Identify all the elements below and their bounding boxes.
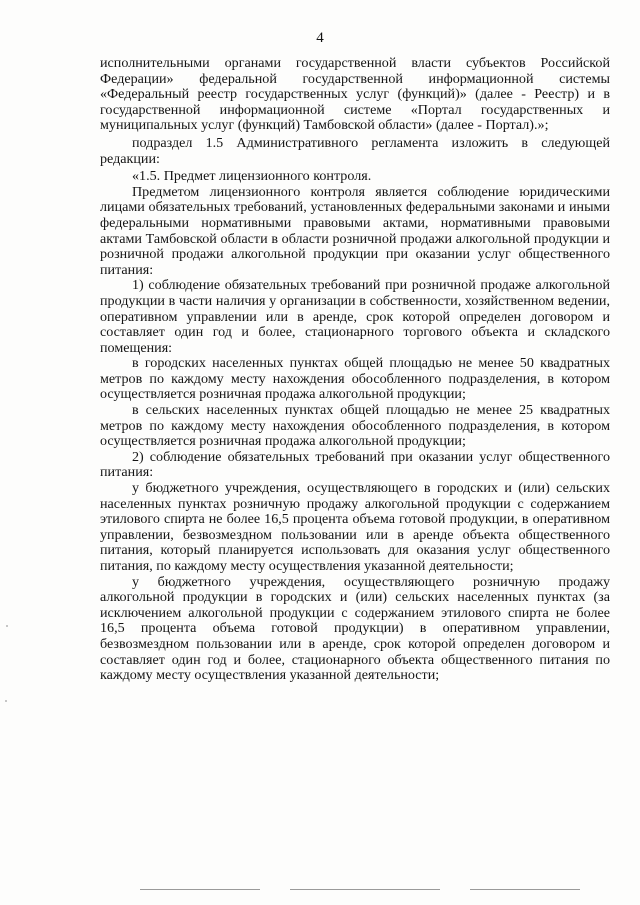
paragraph-requirement-2: 2) соблюдение обязательных требований при оказании услуг общественного питания: xyxy=(100,448,610,481)
paragraph-rural-area: в сельских населенных пунктах общей площадью не менее 25 квадратных метров по каждому месту нахождения обособленного подразделения, в котором осуществляется розничная продажа алкогольной продукции; xyxy=(100,402,610,450)
paragraph-budget-institution-2: у бюджетного учреждения, осуществляющего розничную продажу алкогольной продукции в городских и (или) сельских населенных пунктах (за исключением алкогольной продукции с содержанием этилового спирта не более 16,5 процента объема готовой продукции) в оперативном управлении, безвозмездном пользовании или в аренде, срок которой определен договором и составляет один год и более, стационарного объекта общественного питания по каждому месту осуществления указанной деятельности; xyxy=(100,573,610,684)
scan-artifact-line xyxy=(290,889,440,890)
paragraph-section-heading: «1.5. Предмет лицензионного контроля. xyxy=(132,168,372,185)
paragraph-urban-area: в городских населенных пунктах общей площадью не менее 50 квадратных метров по каждому месту нахождения обособленного подразделения, в котором осуществляется розничная продажа алкогольной продукции; xyxy=(100,355,610,403)
page-number: 4 xyxy=(316,30,324,46)
scan-artifact-speck xyxy=(5,700,7,702)
paragraph-control-subject: Предметом лицензионного контроля является соблюдение юридическими лицами обязательных требований, установленных федеральными законами и иными федеральными нормативными правовыми актами, нормативными правовыми актами Тамбовской области в области розничной продажи алкогольной продукции и розничной продажи алкогольной продукции при оказании услуг общественного питания: xyxy=(100,183,610,278)
scan-artifact-line xyxy=(140,889,260,890)
paragraph-requirement-1: 1) соблюдение обязательных требований при розничной продаже алкогольной продукции в части наличия у организации в собственности, хозяйственном ведении, оперативном управлении или в аренде, срок которой определен договором и составляет один год и более, стационарного торгового объекта и складского помещения: xyxy=(100,277,610,356)
paragraph-continuation: исполнительными органами государственной власти субъектов Российской Федерации» федеральной государственной информационной системы «Федеральный реестр государственных услуг (функций)» (далее - Реестр) и в государственной информационной системе «Портал государственных и муниципальных услуг (функций) Тамбовской области» (далее - Портал).»; xyxy=(100,55,610,134)
scan-artifact-line xyxy=(470,889,580,890)
scan-artifact-speck xyxy=(6,625,8,627)
document-body xyxy=(100,56,610,684)
paragraph-subsection-amendment: подраздел 1.5 Административного регламента изложить в следующей редакции: xyxy=(100,134,610,167)
paragraph-budget-institution-1: у бюджетного учреждения, осуществляющего в городских и (или) сельских населенных пунктах розничную продажу алкогольной продукции с содержанием этилового спирта не более 16,5 процента объема готовой продукции, в оперативном управлении, безвозмездном пользовании или в аренде объекта общественного питания, который планируется использовать для оказания услуг общественного питания, по каждому месту осуществления указанной деятельности; xyxy=(100,480,610,574)
